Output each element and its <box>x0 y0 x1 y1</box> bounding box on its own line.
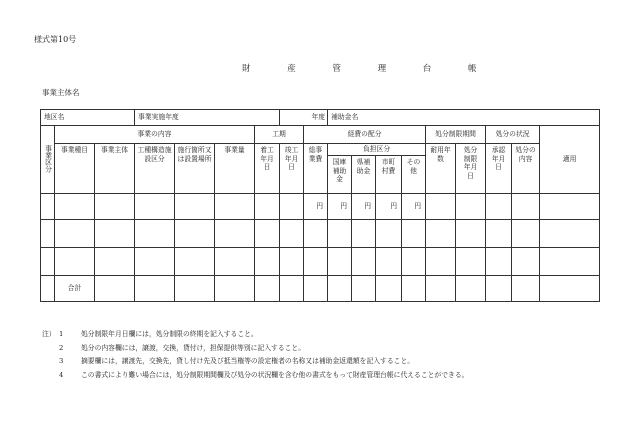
header-sub-row <box>41 144 600 156</box>
municipal-header: 市町村費 <box>376 156 402 194</box>
total-label: 合計 <box>55 276 95 302</box>
remarks-header: 適用 <box>540 126 600 194</box>
type-header: 事業種目 <box>55 144 95 194</box>
note-item: 4 この書式により難い場合には，処分制限期間欄及び処分の状況欄を含む他の書式をもって財産管理台帳に代えることができる。 <box>42 369 468 383</box>
total-header: 総事業費 <box>304 144 328 194</box>
end-header: 竣工年月日 <box>280 144 304 194</box>
location-header: 施行箇所又は設置場所 <box>175 144 215 194</box>
entity-header: 事業主体 <box>95 144 135 194</box>
note-text: 処分の内容欄には，譲渡，交換，貸付け，担保提供等別に記入すること。 <box>81 343 306 352</box>
durable-header: 耐用年数 <box>426 144 456 194</box>
period-group-header: 工期 <box>255 126 304 144</box>
subject-label: 事業主体名 <box>42 88 80 97</box>
limit-group-header: 処分制限期間 <box>426 126 486 144</box>
yen-unit: 円 <box>402 194 426 220</box>
national-header: 国庫補助金 <box>328 156 352 194</box>
year-suffix-cell: 年度 <box>280 110 328 126</box>
note-item: 3 摘要欄には，譲渡先，交換先，貸し付け先及び抵当権等の設定権者の名称又は補助金返還額を記入すること。 <box>42 355 468 369</box>
other-header: その他 <box>402 156 426 194</box>
limit-date-header: 処分制限年月日 <box>456 144 486 194</box>
disposal-header: 処分の内容 <box>512 144 540 194</box>
note-text: 摘要欄には，譲渡先，交換先，貸し付け先及び抵当権等の設定権者の名称又は補助金返還額を記入すること。 <box>81 357 415 366</box>
header-group-row <box>41 126 600 144</box>
note-text: 処分制限年月日欄には，処分制限の終期を記入すること。 <box>81 330 258 338</box>
notes-label: 注） <box>42 330 56 338</box>
page-title: 財 産 管 理 台 帳 <box>242 64 494 74</box>
burden-group-header: 負担区分 <box>328 144 426 156</box>
category-header: 事業区分 <box>41 126 55 194</box>
subsidy-name-cell: 補助金名 <box>328 110 600 126</box>
status-group-header: 処分の状況 <box>486 126 540 144</box>
note-text: この書式により難い場合には，処分制限期間欄及び処分の状況欄を含む他の書式をもって財産管理台帳に代えることができる。 <box>81 370 469 379</box>
table-row <box>41 194 600 220</box>
yen-unit: 円 <box>328 194 352 220</box>
note-item: 注） 1 処分制限年月日欄には，処分制限の終期を記入すること。 <box>42 328 468 342</box>
form-number: 様式第10号 <box>34 35 77 44</box>
cost-group-header: 経費の配分 <box>304 126 426 144</box>
table-row <box>41 248 600 276</box>
amount-header: 事業量 <box>215 144 255 194</box>
contents-group-header: 事業の内容 <box>55 126 255 144</box>
start-header: 着工年月日 <box>255 144 280 194</box>
ledger-table <box>40 109 600 302</box>
district-cell: 地区名 <box>41 110 135 126</box>
yen-unit: 円 <box>352 194 376 220</box>
approval-header: 承認年月日 <box>486 144 512 194</box>
total-row <box>41 276 600 302</box>
prefectural-header: 県補助金 <box>352 156 376 194</box>
year-cell: 事業実施年度 <box>135 110 280 126</box>
structure-header: 工種構造施設区分 <box>135 144 175 194</box>
notes-section <box>42 328 468 382</box>
table-row <box>41 220 600 248</box>
yen-unit: 円 <box>376 194 402 220</box>
note-item: 2 処分の内容欄には，譲渡，交換，貸付け，担保提供等別に記入すること。 <box>42 342 468 356</box>
yen-unit: 円 <box>304 194 328 220</box>
header-info-row <box>41 110 600 126</box>
